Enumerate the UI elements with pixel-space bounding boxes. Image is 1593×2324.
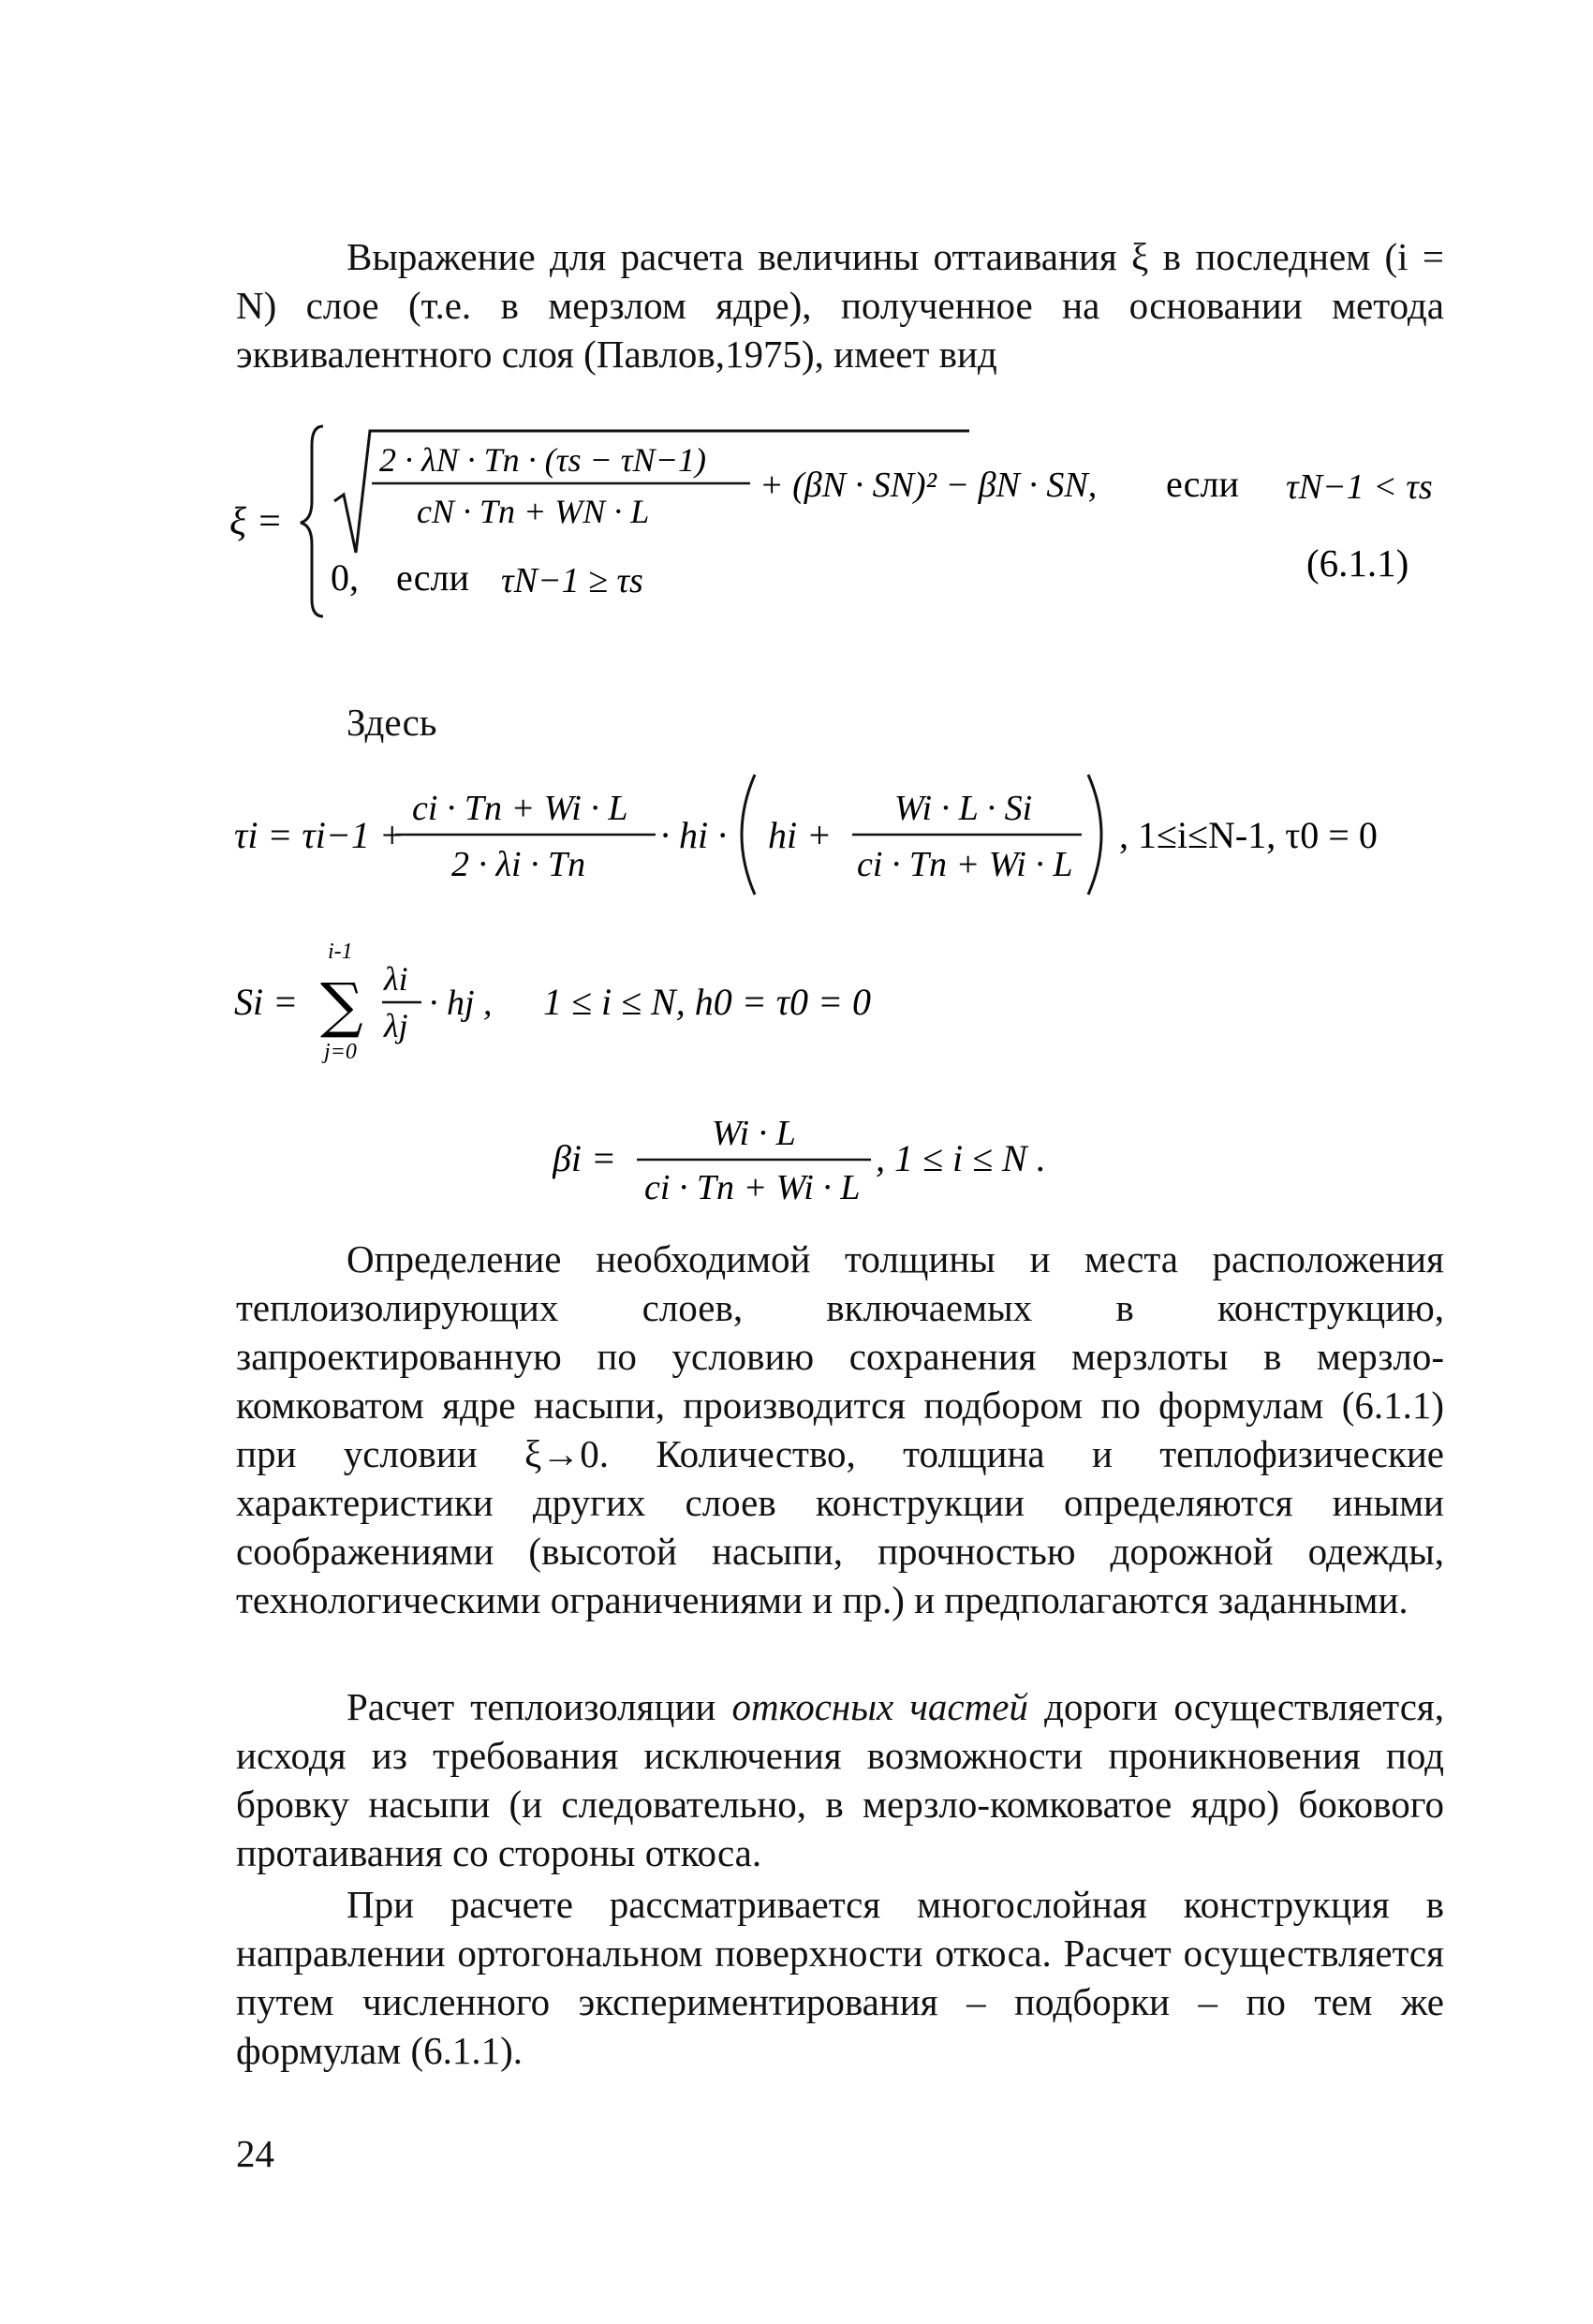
formula-s [234, 932, 1077, 1073]
page-number: 24 [236, 2132, 274, 2175]
beta-num: Wi · L [712, 1114, 796, 1153]
s-frac-num: λi [384, 960, 408, 998]
xi-lhs: ξ = [229, 500, 283, 543]
xi-case2-cond: τN−1 ≥ τs [501, 561, 643, 600]
s-frac-den: λj [384, 1007, 408, 1044]
slopes-paragraph [236, 1682, 1444, 1877]
multilayer-paragraph: При расчете рассматривается многослойная конструкция в направлении ортогональном поверхности откоса. Расчет осуществляется путем численного экспериментирования – подборки – по тем же формулам (6.1.1). [236, 1883, 1444, 2072]
beta-lhs: βi = [553, 1137, 617, 1179]
equation-number: (6.1.1) [1306, 541, 1409, 585]
tau-frac1-den: 2 · λi · Tn [451, 845, 586, 884]
sum-sign: ∑ [320, 971, 363, 1041]
tau-right-paren [1088, 775, 1101, 895]
zdes-label: Здесь [347, 701, 437, 744]
formula-beta [553, 1096, 1264, 1227]
intro-paragraph: Выражение для расчета величины оттаивания ξ в последнем (i = N) слое (т.е. в мерзлом ядре), полученное на основании метода эквивалентного слоя (Павлов,1975), имеет вид [236, 235, 1444, 376]
sum-upper: i-1 [328, 940, 353, 964]
definition-paragraph: Определение необходимой толщины и места расположения теплоизолирующих слоев, включаемых в конструкцию, запроектированную по условию сохранения мерзлоты в мерзло-комковатом ядре насыпи, производится подбором по формулам (6.1.1) при условии ξ→0. Количество, толщина и теплофизические характеристики других слоев конструкции определяются иными соображениями (высотой насыпи, прочностью дорожной одежды, технологическими ограничениями и пр.) и предполагаются заданными. [236, 1237, 1444, 1621]
xi-case1-cond: τN−1 < τs [1286, 467, 1433, 507]
xi-case1-cond-word: если [1166, 463, 1239, 505]
slopes-text-before: Расчет теплоизоляции [347, 1685, 716, 1728]
s-condition: 1 ≤ i ≤ N, h0 = τ0 = 0 [543, 981, 871, 1023]
xi-case1-numerator: 2 · λN · Tn · (τs − τN−1) [379, 441, 706, 479]
s-lhs: Si = [234, 981, 299, 1023]
tau-frac2-den: ci · Tn + Wi · L [857, 845, 1073, 884]
slopes-text-italic: откосных частей [731, 1685, 1028, 1728]
xi-case2-cond-word: если [396, 556, 469, 599]
s-tail: · hj , [429, 984, 493, 1023]
xi-case1-denominator: cN · Tn + WN · L [417, 493, 650, 530]
beta-den: ci · Tn + Wi · L [644, 1168, 861, 1207]
tau-lhs: τi = τi−1 + [234, 814, 405, 856]
formula-xi [229, 412, 1466, 623]
sum-lower: j=0 [324, 1040, 357, 1064]
beta-condition: , 1 ≤ i ≤ N . [876, 1137, 1046, 1179]
tau-inner-lhs: hi + [768, 814, 833, 856]
tau-frac2-num: Wi · L · Si [894, 789, 1033, 828]
case-brace [301, 426, 323, 616]
tau-left-paren [742, 775, 755, 895]
xi-case1-tail: + (βN · SN)² − βN · SN, [760, 466, 1098, 505]
tau-frac1-num: ci · Tn + Wi · L [412, 789, 628, 828]
xi-case2: 0, [331, 556, 359, 599]
slopes-text-after: дороги осуществляется, исходя из требования исключения возможности проникновения под бровку насыпи (и следовательно, в мерзло-комковатое ядро) бокового протаивания со стороны откоса. [236, 1685, 1445, 1874]
tau-mid: · hi · [660, 814, 728, 856]
formula-tau [234, 763, 1461, 904]
tau-condition: , 1≤i≤N-1, τ0 = 0 [1119, 814, 1378, 856]
